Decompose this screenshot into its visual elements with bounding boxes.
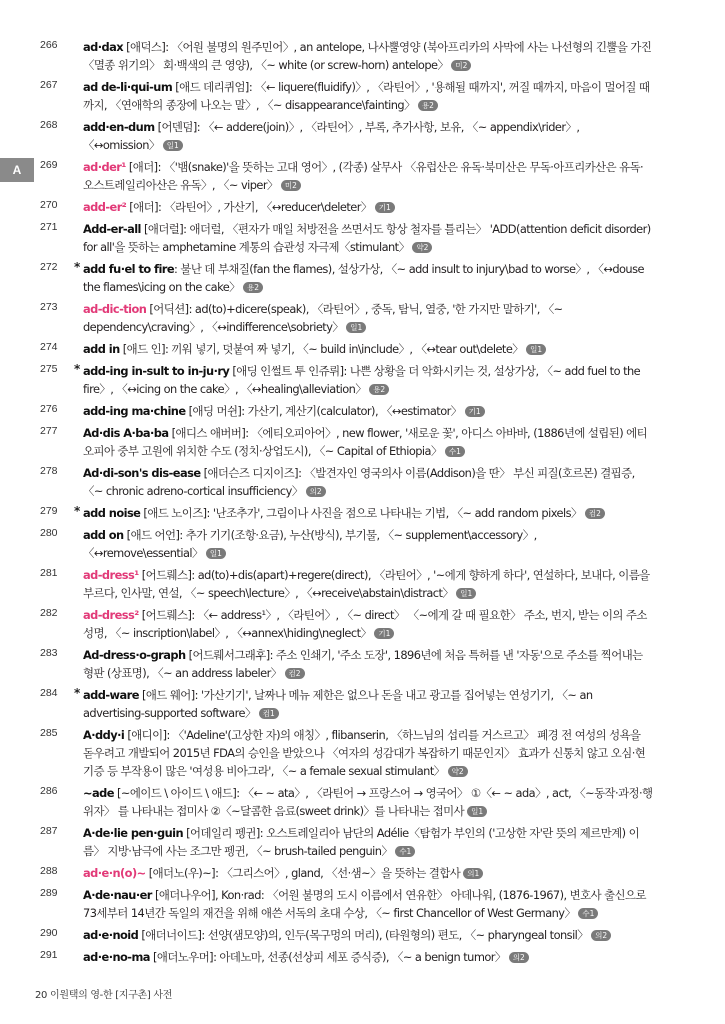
entry-number: 283 xyxy=(40,647,58,659)
entry-body xyxy=(83,864,653,882)
headword: add in xyxy=(83,342,120,356)
category-badge: 수1 xyxy=(578,908,598,919)
category-badge: 약2 xyxy=(412,242,432,253)
entry-number: 276 xyxy=(40,403,58,415)
dictionary-entry xyxy=(0,198,725,216)
dictionary-entry xyxy=(0,886,725,922)
headword: add on xyxy=(83,528,124,542)
dictionary-entry xyxy=(0,566,725,602)
definition-text: [애더럴]: 애더럴, 〈편자가 매일 처방전을 쓰면서도 항상 철자를 틀리는〉 'ADD(attention deficit disorder) for all'을 뜻하는 amphetamine 계통의 습관성 자극제〈stimulant〉 xyxy=(83,222,651,254)
definition-text: [애덕스]: 〈어원 불명의 원주민어〉, an antelope, 나사뿔영양 (북아프리카의 사막에 사는 나선형의 긴뿔을 가진 〈멸종 위기의〉 회·백색의 큰 영양), 〈~ white (or screw-horn) antelope〉 xyxy=(83,40,652,72)
entry-body xyxy=(83,504,653,522)
definition-text: [애딩 머쉰]: 가산기, 계산기(calculator), 〈↔estimator〉 xyxy=(185,404,462,418)
headword: Ad·dis A·ba·ba xyxy=(83,426,169,440)
dictionary-entry xyxy=(0,726,725,780)
headword: A·de·nau·er xyxy=(83,888,152,902)
category-badge: 컴2 xyxy=(585,508,605,519)
category-badge: 일1 xyxy=(467,806,487,817)
dictionary-entry xyxy=(0,606,725,642)
category-badge: 컴2 xyxy=(285,668,305,679)
headword: ad de-li·qui-um xyxy=(83,80,173,94)
headword: A·ddy·i xyxy=(83,728,125,742)
definition-text: [애드 데리퀴엄]: 〈← liquere(fluidify)〉, 〈라틴어〉, '용해될 때까지', 꺼질 때까지, 마음이 멀어질 때까지, 〈연애학의 종장에 나오는 말〉, 〈~ disappearance\fainting〉 xyxy=(83,80,650,112)
entry-number: 277 xyxy=(40,425,58,437)
headword: Add-er-all xyxy=(83,222,141,236)
headword: add-ing ma·chine xyxy=(83,404,186,418)
headword: A·de·lie pen·guin xyxy=(83,826,184,840)
entry-body xyxy=(83,784,653,820)
entry-number: 290 xyxy=(40,927,58,939)
category-badge: 약2 xyxy=(448,766,468,777)
headword: add noise xyxy=(83,506,141,520)
dictionary-entry xyxy=(0,686,725,722)
section-tab-a[interactable]: A xyxy=(0,158,34,182)
dictionary-entries xyxy=(0,38,725,970)
entry-body xyxy=(83,464,653,500)
entry-number: 270 xyxy=(40,199,58,211)
dictionary-entry xyxy=(0,362,725,398)
entry-number: 282 xyxy=(40,607,58,619)
dictionary-entry xyxy=(0,504,725,522)
headword: Ad-dress·o-graph xyxy=(83,648,186,662)
entry-body xyxy=(83,526,653,562)
headword: ad·e·noid xyxy=(83,928,139,942)
entry-number: 289 xyxy=(40,887,58,899)
entry-body xyxy=(83,606,653,642)
headword: ad-dress¹ xyxy=(83,568,139,582)
entry-body xyxy=(83,566,653,602)
entry-body xyxy=(83,260,653,296)
definition-text: [애더노우머]: 아데노마, 선종(선상피 세포 증식증), 〈~ a benign tumor〉 xyxy=(149,950,506,964)
dictionary-entry xyxy=(0,464,725,500)
definition-text: [어딕션]: ad(to)+dicere(speak), 〈라틴어〉, 중독, 탐닉, 열중, '한 가지만 말하기', 〈~ dependency\craving〉, 〈↔indifference\sobriety〉 xyxy=(83,302,563,334)
entry-number: 288 xyxy=(40,865,58,877)
headword: ad·dax xyxy=(83,40,124,54)
category-badge: 용2 xyxy=(369,384,389,395)
entry-body xyxy=(83,78,653,114)
category-badge: 의2 xyxy=(306,486,326,497)
entry-number: 284 xyxy=(40,687,58,699)
headword: ~ade xyxy=(83,786,114,800)
headword: ad·der¹ xyxy=(83,160,126,174)
entry-body xyxy=(83,118,653,154)
headword: ad·e·n(o)~ xyxy=(83,866,146,880)
entry-number: 274 xyxy=(40,341,58,353)
category-badge: 일1 xyxy=(346,322,366,333)
entry-number: 291 xyxy=(40,949,58,961)
dictionary-entry xyxy=(0,260,725,296)
dictionary-entry xyxy=(0,824,725,860)
definition-text: [애더슨즈 디지이즈]: 〈발견자인 영국의사 이름(Addison)을 딴〉 부신 피질(호르몬) 결핍증, 〈~ chronic adreno-cortical insufficiency〉 xyxy=(83,466,635,498)
category-badge: 미2 xyxy=(451,60,471,71)
page-footer: 20 이원택의 영-한 [지구촌] 사전 xyxy=(35,990,173,1001)
definition-text: [애더나우어], Kon·rad: 〈어원 불명의 도시 이름에서 연유한〉 아데나워, (1876-1967), 변호사 출신으로 73세부터 14년간 독일의 재건을 위해 애쓴 서독의 초대 수상, 〈~ first Chancellor of West Germany〉 xyxy=(83,888,646,920)
entry-number: 268 xyxy=(40,119,58,131)
definition-text: [어덴덤]: 〈← addere(join)〉, 〈라틴어〉, 부록, 추가사항, 보유, 〈~ appendix\rider〉, 〈↔omission〉 xyxy=(83,120,580,152)
dictionary-entry xyxy=(0,948,725,966)
entry-body xyxy=(83,824,653,860)
star-marker: * xyxy=(74,362,81,376)
dictionary-entry xyxy=(0,340,725,358)
entry-number: 266 xyxy=(40,39,58,51)
dictionary-entry xyxy=(0,424,725,460)
entry-body xyxy=(83,362,653,398)
entry-number: 272 xyxy=(40,261,58,273)
definition-text: [애더너이드]: 선양(샘모양)의, 인두(목구멍의 머리), (타원형의) 편도, 〈~ pharyngeal tonsil〉 xyxy=(138,928,589,942)
headword: add-er² xyxy=(83,200,127,214)
entry-body xyxy=(83,198,653,216)
headword: add-ing in-sult to in-ju·ry xyxy=(83,364,230,378)
category-badge: 일1 xyxy=(163,140,183,151)
headword: ad-dress² xyxy=(83,608,139,622)
entry-number: 280 xyxy=(40,527,58,539)
dictionary-entry xyxy=(0,784,725,820)
category-badge: 기1 xyxy=(374,628,394,639)
entry-body xyxy=(83,424,653,460)
entry-number: 279 xyxy=(40,505,58,517)
definition-text: [애딩 인썰트 투 인쥬뤼]: 나쁜 상황을 더 악화시키는 것, 설상가상, 〈~ add fuel to the fire〉, 〈↔icing on the cake〉, 〈↔healing\alleviation〉 xyxy=(83,364,641,396)
entry-body xyxy=(83,340,653,358)
entry-body xyxy=(83,926,653,944)
star-marker: * xyxy=(74,260,81,274)
star-marker: * xyxy=(74,504,81,518)
definition-text: [어드뤠서그래후]: 주소 인쇄기, '주소 도장', 1896년에 처음 특허를 낸 '자동'으로 주소를 찍어내는 형판 (상표명), 〈~ an address labeler〉 xyxy=(83,648,643,680)
headword: add-ware xyxy=(83,688,139,702)
entry-body xyxy=(83,646,653,682)
entry-body xyxy=(83,158,653,194)
headword: Ad·di-son's dis-ease xyxy=(83,466,201,480)
entry-number: 287 xyxy=(40,825,58,837)
dictionary-entry xyxy=(0,220,725,256)
dictionary-entry xyxy=(0,402,725,420)
entry-body xyxy=(83,948,653,966)
entry-number: 286 xyxy=(40,785,58,797)
dictionary-entry xyxy=(0,646,725,682)
entry-number: 281 xyxy=(40,567,58,579)
definition-text: [애디이]: 〈'Adeline'(고상한 자)의 애칭〉, flibanserin, 〈하느님의 섭리를 거스르고〉 폐경 전 여성의 성욕을 돋우려고 개발되어 2015년 FDA의 승인을 받았으나 〈여자의 성감대가 복잡하기 때문인지〉 효과가 신통치 않고 오심·현기증 등 부작용이 많은 '여성용 비아그라', 〈~ a female sexual stimulant〉 xyxy=(83,728,646,778)
category-badge: 수1 xyxy=(395,846,415,857)
definition-text: [애드 어언]: 추가 기기(조항·요금), 누산(방식), 부기물, 〈~ supplement\accessory〉, 〈↔remove\essential〉 xyxy=(83,528,537,560)
dictionary-entry xyxy=(0,926,725,944)
headword: add·en-dum xyxy=(83,120,155,134)
category-badge: 컴1 xyxy=(259,708,279,719)
category-badge: 의2 xyxy=(591,930,611,941)
entry-number: 285 xyxy=(40,727,58,739)
definition-text: [애더노(우)~]: 〈그리스어〉, gland, 〈선·샘~〉을 뜻하는 결합사 xyxy=(145,866,461,880)
dictionary-entry xyxy=(0,300,725,336)
entry-number: 269 xyxy=(40,159,58,171)
dictionary-entry xyxy=(0,158,725,194)
entry-body xyxy=(83,38,653,74)
category-badge: 일1 xyxy=(206,548,226,559)
entry-number: 275 xyxy=(40,363,58,375)
entry-body xyxy=(83,220,653,256)
definition-text: [어데일리 펭귄]: 오스트레일리아 남단의 Adélie〈탐험가 부인의 ('고상한 자'란 뜻의 제르만계) 이름〉 지방·남극에 사는 조그만 펭귄, 〈~ brush-tailed penguin〉 xyxy=(83,826,640,858)
category-badge: 일1 xyxy=(526,344,546,355)
definition-text: [애드 노이즈]: '난조추가', 그림이나 사진을 점으로 나타내는 기법, 〈~ add random pixels〉 xyxy=(140,506,582,520)
headword: ad-dic-tion xyxy=(83,302,147,316)
definition-text: [~에이드 \ 아이드 \ 애드]: 〈← ~ ata〉, 〈라틴어 → 프랑스어 → 영국어〉 ①〈← ~ ada〉, act, 〈~동작·과정·행위자〉 를 나타내는 접미사 ②〈~달콤한 음료(sweet drink)〉를 나타내는 접미사 xyxy=(83,786,653,818)
category-badge: 기1 xyxy=(465,406,485,417)
category-badge: 미2 xyxy=(281,180,301,191)
entry-number: 271 xyxy=(40,221,58,233)
entry-body xyxy=(83,886,653,922)
entry-body xyxy=(83,300,653,336)
entry-body xyxy=(83,686,653,722)
definition-text: [애드 웨어]: '가산기기', 날짜나 메뉴 제한은 없으나 돈을 내고 광고를 집어넣는 연성기기, 〈~ an advertising-supported software〉 xyxy=(83,688,593,720)
definition-text: [애더]: 〈'뱀(snake)'을 뜻하는 고대 영어〉, (각종) 살무사 〈유럽산은 유독·북미산은 무독·아프리카산은 유독·오스트레일리아산은 유독〉, 〈~ viper〉 xyxy=(83,160,644,192)
category-badge: 기1 xyxy=(375,202,395,213)
category-badge: 의2 xyxy=(509,952,529,963)
dictionary-entry xyxy=(0,38,725,74)
definition-text: [어드뤠스]: ad(to)+dis(apart)+regere(direct), 〈라틴어〉, '~에게 향하게 하다', 연설하다, 보내다, 이름을 부르다, 인사말, 연설, 〈~ speech\lecture〉, 〈↔receive\abstain\distract〉 xyxy=(83,568,650,600)
entry-body xyxy=(83,726,653,780)
category-badge: 용2 xyxy=(243,282,263,293)
entry-body xyxy=(83,402,653,420)
entry-number: 273 xyxy=(40,301,58,313)
definition-text: [애드 인]: 끼워 넣기, 덧붙여 짜 넣기, 〈~ build in\include〉, 〈↔tear out\delete〉 xyxy=(119,342,524,356)
entry-number: 278 xyxy=(40,465,58,477)
headword: ad·e·no-ma xyxy=(83,950,150,964)
dictionary-entry xyxy=(0,526,725,562)
category-badge: 의1 xyxy=(463,868,483,879)
headword: add fu·el to fire xyxy=(83,262,175,276)
star-marker: * xyxy=(74,686,81,700)
dictionary-entry xyxy=(0,78,725,114)
dictionary-entry xyxy=(0,864,725,882)
category-badge: 일1 xyxy=(456,588,476,599)
category-badge: 용2 xyxy=(418,100,438,111)
definition-text: [애더]: 〈라틴어〉, 가산기, 〈↔reducer\deleter〉 xyxy=(126,200,372,214)
dictionary-entry xyxy=(0,118,725,154)
definition-text: [어드뤠스]: 〈← address¹〉, 〈라틴어〉, 〈~ direct〉 〈~에게 갈 때 필요한〉 주소, 번지, 받는 이의 주소 성명, 〈~ inscription\label〉, 〈↔annex\hiding\neglect〉 xyxy=(83,608,647,640)
definition-text: [애디스 애버버]: 〈에티오피아어〉, new flower, '새로운 꽃', 아디스 아바바, (1886년에 설립된) 에티오피아 중부 고원에 위치한 수도 (정치·상업도시), 〈~ Capital of Ethiopia〉 xyxy=(83,426,648,458)
definition-text: : 불난 데 부채질(fan the flames), 설상가상, 〈~ add insult to injury\bad to worse〉, 〈↔douse the flames\icing on the cake〉 xyxy=(83,262,644,294)
category-badge: 수1 xyxy=(445,446,465,457)
entry-number: 267 xyxy=(40,79,58,91)
